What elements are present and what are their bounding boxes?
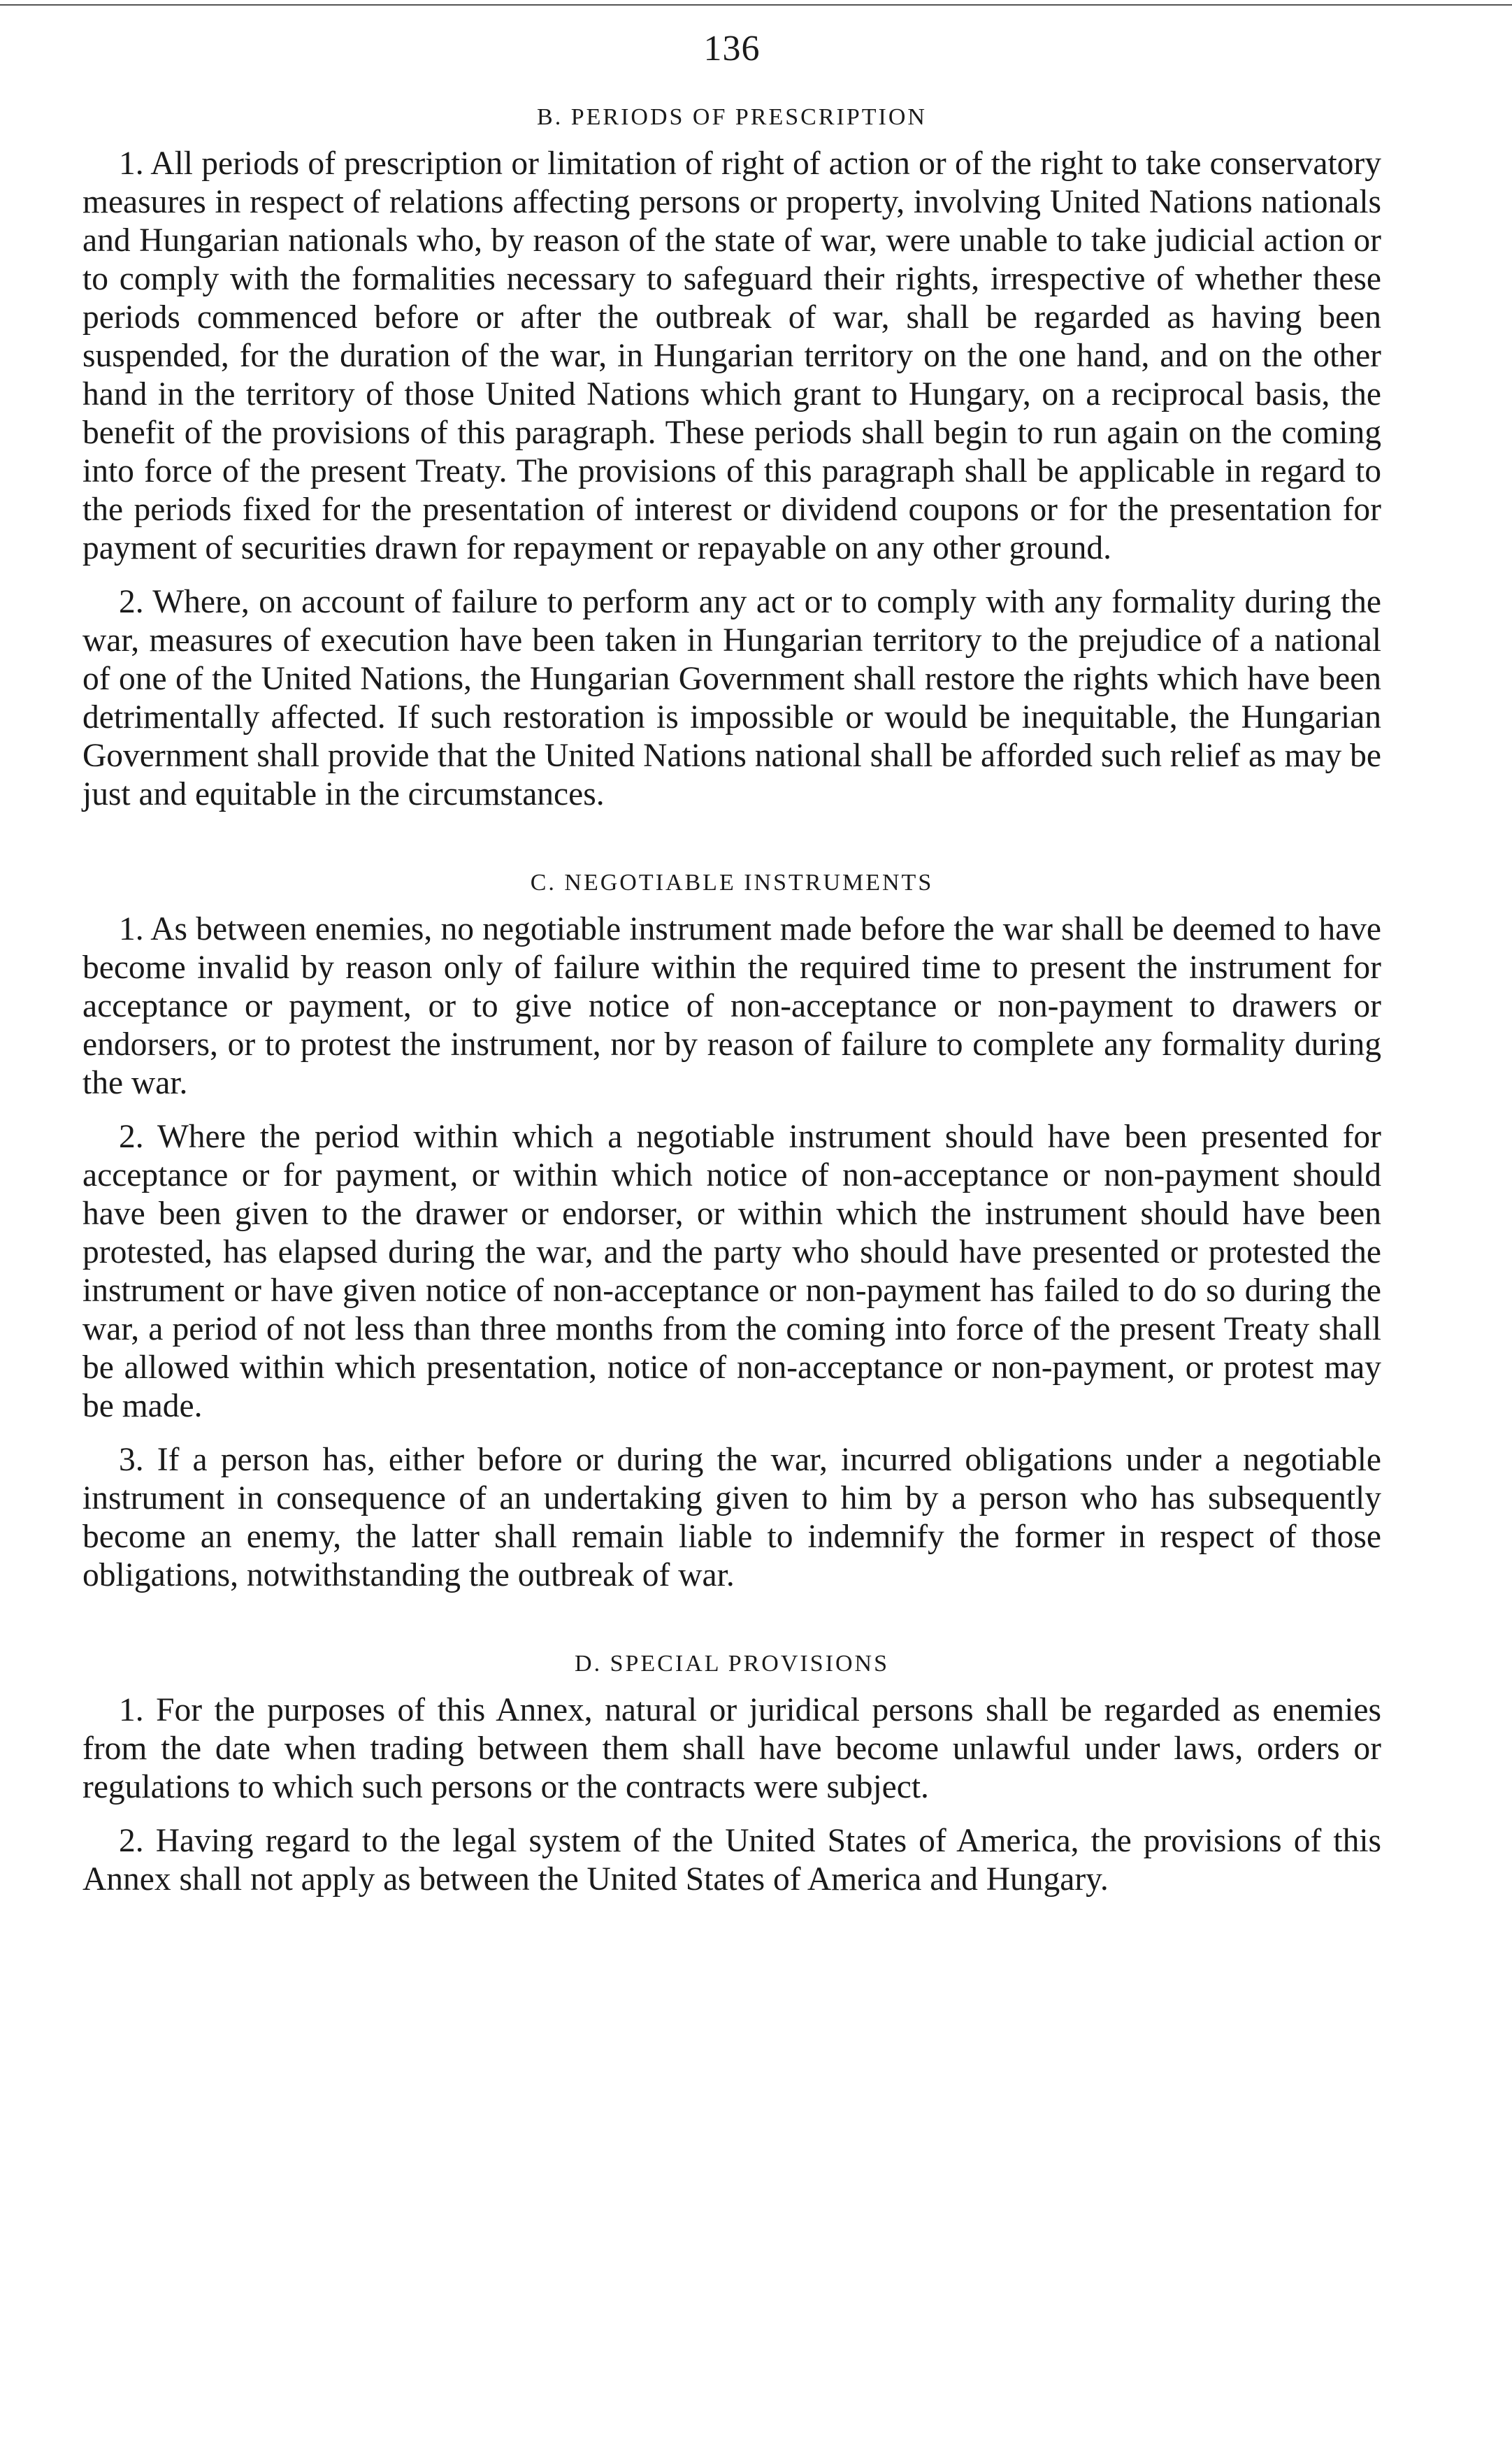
document-page: [82, 28, 1381, 1955]
section-negotiable-instruments: [82, 870, 1381, 1595]
paragraph: 2. Where, on account of failure to perform any act or to comply with any formality during the war, measures of execution have been taken in Hungarian territory to the prejudice of a national of one of the United Nations, the Hungarian Government shall restore the rights which have been detrimentally affected. If such restoration is impossible or would be inequitable, the Hungarian Government shall provide that the United Nations national shall be afforded such relief as may be just and equitable in the circumstances.: [82, 584, 1381, 812]
section-heading: C. NEGOTIABLE INSTRUMENTS: [530, 870, 934, 896]
top-rule: [0, 4, 1512, 6]
paragraph: 1. As between enemies, no negotiable instrument made before the war shall be deemed to have become invalid by reason only of failure within the required time to present the instrument for acceptance or payment, or to give notice of non-acceptance or non-payment to drawers or endorsers, or to protest the instrument, nor by reason of failure to complete any formality during the war.: [82, 911, 1381, 1101]
page-number: 136: [703, 29, 761, 69]
paragraph: 3. If a person has, either before or during the war, incurred obligations under a negotiable instrument in consequence of an undertaking given to him by a person who has subsequently become an enemy, the latter shall remain liable to indemnify the former in respect of those obligations, notwithstanding the outbreak of war.: [82, 1442, 1381, 1593]
section-heading: D. SPECIAL PROVISIONS: [575, 1651, 889, 1677]
paragraph: 1. For the purposes of this Annex, natural or juridical persons shall be regarded as enemies from the date when trading between them shall have become unlawful under laws, orders or regulations to which such persons or the contracts were subject.: [82, 1692, 1381, 1805]
paragraph: 2. Where the period within which a negotiable instrument should have been presented for acceptance or for payment, or within which notice of non-acceptance or non-payment should have been given to the drawer or endorser, or within which the instrument should have been protested, has elapsed during the war, and the party who should have presented or protested the instrument or have given notice of non-acceptance or non-payment has failed to do so during the war, a period of not less than three months from the coming into force of the present Treaty shall be allowed within which presentation, notice of non-acceptance or non-payment, or protest may be made.: [82, 1119, 1381, 1424]
section-heading: B. PERIODS OF PRESCRIPTION: [537, 104, 927, 130]
section-periods-of-prescription: [82, 104, 1381, 814]
paragraph: 1. All periods of prescription or limitation of right of action or of the right to take conservatory measures in respect of relations affecting persons or property, involving United Nations nationals and Hungarian nationals who, by reason of the state of war, were unable to take judicial action or to comply with the formalities necessary to safeguard their rights, irrespective of whether these periods commenced before or after the outbreak of war, shall be regarded as having been suspended, for the duration of the war, in Hungarian territory on the one hand, and on the other hand in the territory of those United Nations which grant to Hungary, on a reciprocal basis, the benefit of the provisions of this paragraph. These periods shall begin to run again on the coming into force of the present Treaty. The provisions of this paragraph shall be applicable in regard to the periods fixed for the presentation of interest or dividend coupons or for the presentation for payment of securities drawn for repayment or repayable on any other ground.: [82, 145, 1381, 566]
section-special-provisions: [82, 1651, 1381, 1899]
paragraph: 2. Having regard to the legal system of the United States of America, the provisions of this Annex shall not apply as between the United States of America and Hungary.: [82, 1823, 1381, 1898]
